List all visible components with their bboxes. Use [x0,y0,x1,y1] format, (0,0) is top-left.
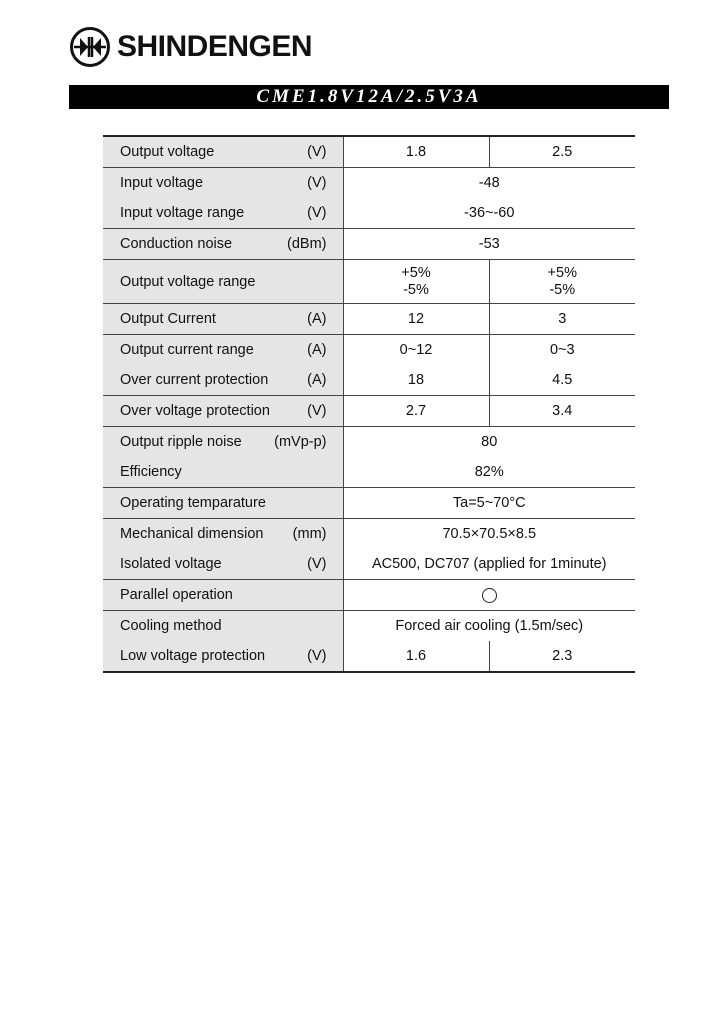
table-row-isolated-voltage [103,549,635,580]
table-row-parallel-operation [103,580,635,611]
table-row-output-voltage-range [103,260,635,304]
value: AC500, DC707 (applied for 1minute) [371,556,607,572]
table-row-operating-temperature [103,488,635,519]
value-1: 2.7 [343,396,489,427]
tolerance-plus: +5% [547,264,577,281]
value-1: 0~12 [343,335,489,366]
row-unit: (A) [307,372,327,388]
table-row-output-current [103,304,635,335]
table-row-input-voltage-range [103,198,635,229]
row-unit: (V) [307,205,327,221]
row-unit: (V) [307,403,327,419]
row-label: Output ripple noise [120,434,242,450]
row-label: Over current protection [120,372,269,388]
value-1: 1.6 [343,641,489,672]
circle-icon [482,588,497,603]
row-label: Output voltage [120,144,215,160]
row-label: Operating temparature [120,495,266,511]
value: -48 [343,168,635,199]
tolerance-minus: -5% [403,281,429,298]
spec-table [103,135,635,673]
row-label: Parallel operation [120,587,233,603]
model-title: CME1.8V12A/2.5V3A [69,85,669,109]
row-label: Output current range [120,342,254,358]
row-label: Mechanical dimension [120,526,264,542]
value: 82% [474,464,504,480]
value-2: 4.5 [552,372,573,388]
value: Forced air cooling (1.5m/sec) [343,611,635,642]
value: 70.5×70.5×8.5 [343,519,635,550]
row-label: Input voltage range [120,205,245,221]
value: 80 [343,427,635,458]
value: -53 [343,229,635,260]
value-1: 12 [343,304,489,335]
value-1: 18 [343,365,489,396]
table-row-over-voltage-protection [103,396,635,427]
value-2: 2.5 [489,136,635,168]
value-2: 3 [489,304,635,335]
row-label: Isolated voltage [120,556,222,572]
value-2: 3.4 [489,396,635,427]
value-2: 0~3 [489,335,635,366]
row-unit: (dBm) [287,236,327,252]
row-unit: (mm) [292,526,327,542]
table-row-output-ripple-noise [103,427,635,458]
value: -36~-60 [464,205,515,221]
row-label: Low voltage protection [120,648,266,664]
row-unit: (mVp-p) [274,434,327,450]
shindengen-logo-icon [69,26,111,68]
table-row-conduction-noise [103,229,635,260]
row-label: Output Current [120,311,216,327]
row-unit: (V) [307,175,327,191]
row-unit: (V) [307,556,327,572]
row-label: Output voltage range [120,273,256,290]
tolerance-minus: -5% [549,281,576,298]
value: Ta=5~70°C [343,488,635,519]
table-row-efficiency [103,457,635,488]
row-label: Cooling method [120,618,222,634]
brand-name: SHINDENGEN [117,30,313,63]
table-row-low-voltage-protection [103,641,635,672]
row-label: Input voltage [120,175,204,191]
row-label: Efficiency [120,464,182,480]
table-row-cooling-method [103,611,635,642]
row-unit: (V) [307,648,327,664]
row-label: Over voltage protection [120,403,270,419]
tolerance-plus: +5% [401,264,431,281]
brand-logo [69,26,312,68]
table-row-input-voltage [103,168,635,199]
row-unit: (A) [307,311,327,327]
table-row-mechanical-dimension [103,519,635,550]
row-label: Conduction noise [120,236,233,252]
value-1: 1.8 [343,136,489,168]
row-unit: (V) [307,144,327,160]
table-row-output-current-range [103,335,635,366]
table-row-over-current-protection [103,365,635,396]
row-unit: (A) [307,342,327,358]
table-row-output-voltage [103,136,635,168]
value-2: 2.3 [489,641,635,672]
